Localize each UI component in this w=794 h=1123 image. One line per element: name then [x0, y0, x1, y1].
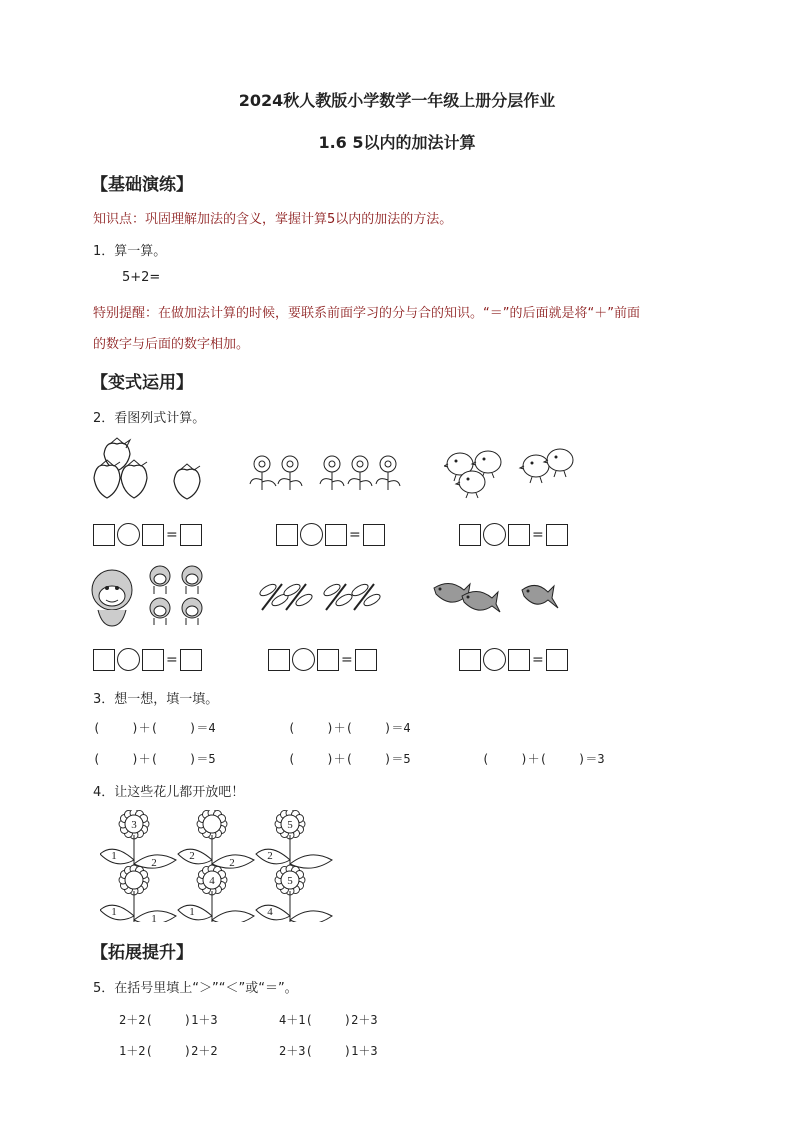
answer-box[interactable]	[317, 649, 339, 671]
equals-sign: =	[166, 651, 178, 668]
tip-line-1: 特别提醒：在做加法计算的时候，要联系前面学习的分与合的知识。“＝”的后面就是将“＋”前面	[93, 306, 640, 321]
operator-circle[interactable]	[117, 523, 140, 546]
answer-box[interactable]	[546, 524, 568, 546]
dragonfly-icon	[282, 582, 314, 610]
flower-right-leaf-number[interactable]: 2	[151, 857, 157, 869]
q5-compare[interactable]: 2＋3( )1＋3	[279, 1044, 378, 1058]
q3-blank-equation[interactable]: ( )＋( )＝4	[93, 721, 216, 735]
dragonfly-group	[258, 578, 386, 614]
answer-box[interactable]	[93, 524, 115, 546]
q3-blank-equation[interactable]: ( )＋( )＝4	[288, 721, 411, 735]
flower-left-leaf-number[interactable]: 1	[111, 906, 117, 918]
flower-left-leaf-number[interactable]: 4	[267, 906, 273, 918]
fish-icon	[462, 591, 500, 612]
tip-line-2: 的数字与后面的数字相加。	[93, 337, 250, 352]
equation-fish	[459, 648, 568, 671]
flower-center-number[interactable]: 3	[131, 819, 137, 831]
monkey-icon	[182, 566, 202, 594]
flower-right-leaf-number[interactable]: 1	[151, 913, 157, 922]
q1-label: 1．算一算。	[93, 244, 167, 259]
answer-box[interactable]	[180, 649, 202, 671]
equals-sign: =	[349, 526, 361, 543]
number-flower	[100, 810, 176, 869]
equation-strawberry	[93, 523, 202, 546]
monkey-icon	[150, 598, 170, 625]
equals-sign: =	[341, 651, 353, 668]
equation-dragonfly	[268, 648, 377, 671]
equals-sign: =	[532, 651, 544, 668]
flower-left-leaf-number[interactable]: 1	[189, 906, 195, 918]
monkey-icon	[150, 566, 170, 594]
equation-monkey	[93, 648, 202, 671]
flower-left-leaf-number[interactable]: 1	[111, 850, 117, 862]
q2-label: 2．看图列式计算。	[93, 411, 206, 426]
dragonfly-icon	[322, 582, 354, 610]
monkey-group	[88, 562, 210, 628]
dragonfly-icon	[350, 582, 382, 610]
equals-sign: =	[166, 526, 178, 543]
equation-chick	[459, 523, 568, 546]
flower-center-number[interactable]: 4	[209, 875, 215, 887]
flower-left-leaf-number[interactable]: 2	[189, 850, 195, 862]
answer-box[interactable]	[142, 524, 164, 546]
flower-left-leaf-number[interactable]: 2	[267, 850, 273, 862]
flower-center-number[interactable]: 5	[287, 819, 293, 831]
operator-circle[interactable]	[300, 523, 323, 546]
answer-box[interactable]	[93, 649, 115, 671]
equation-flower	[276, 523, 385, 546]
q4-label: 4．让这些花儿都开放吧！	[93, 785, 245, 800]
chick-icon	[520, 455, 549, 483]
q5-compare[interactable]: 1＋2( )2＋2	[119, 1044, 218, 1058]
flower-center-number[interactable]: 5	[287, 875, 293, 887]
operator-circle[interactable]	[117, 648, 140, 671]
section-variant: 【变式运用】	[91, 373, 193, 393]
q3-blank-equation[interactable]: ( )＋( )＝5	[288, 752, 411, 766]
answer-box[interactable]	[142, 649, 164, 671]
fish-group	[432, 578, 562, 614]
section-basic: 【基础演练】	[91, 175, 193, 195]
dragonfly-icon	[258, 582, 290, 610]
q3-blank-equation[interactable]: ( )＋( )＝5	[93, 752, 216, 766]
number-flower	[178, 810, 254, 869]
flower-icon	[278, 456, 302, 490]
flower-icon	[320, 456, 344, 490]
answer-box[interactable]	[459, 524, 481, 546]
chick-group	[444, 444, 576, 500]
flower-diagram	[100, 810, 340, 922]
monkey-icon	[92, 570, 132, 626]
answer-box[interactable]	[325, 524, 347, 546]
answer-box[interactable]	[363, 524, 385, 546]
q5-label: 5．在括号里填上“＞”“＜”或“＝”。	[93, 981, 298, 996]
strawberry-icon	[174, 464, 200, 499]
answer-box[interactable]	[276, 524, 298, 546]
knowledge-point: 知识点：巩固理解加法的含义，掌握计算5以内的加法的方法。	[93, 212, 453, 227]
flower-right-leaf-number[interactable]: 2	[229, 857, 235, 869]
operator-circle[interactable]	[483, 648, 506, 671]
number-flower	[100, 865, 176, 922]
strawberry-group	[92, 436, 207, 502]
number-flower	[256, 810, 332, 868]
flower-icon	[348, 456, 372, 490]
operator-circle[interactable]	[483, 523, 506, 546]
flower-group	[246, 454, 406, 494]
fish-icon	[522, 585, 558, 608]
number-flower	[178, 865, 254, 922]
equals-sign: =	[532, 526, 544, 543]
section-extend: 【拓展提升】	[91, 943, 193, 963]
q3-blank-equation[interactable]: ( )＋( )＝3	[482, 752, 605, 766]
number-flower	[256, 865, 332, 922]
chick-icon	[544, 449, 573, 477]
answer-box[interactable]	[180, 524, 202, 546]
q1-expression: 5+2=	[122, 270, 161, 285]
flower-icon	[376, 456, 400, 490]
answer-box[interactable]	[268, 649, 290, 671]
q5-compare[interactable]: 2＋2( )1＋3	[119, 1013, 218, 1027]
answer-box[interactable]	[355, 649, 377, 671]
monkey-icon	[182, 598, 202, 625]
answer-box[interactable]	[546, 649, 568, 671]
answer-box[interactable]	[508, 524, 530, 546]
page-title: 2024秋人教版小学数学一年级上册分层作业	[238, 91, 556, 110]
answer-box[interactable]	[459, 649, 481, 671]
answer-box[interactable]	[508, 649, 530, 671]
flower-icon	[250, 456, 276, 490]
q5-compare[interactable]: 4＋1( )2＋3	[279, 1013, 378, 1027]
operator-circle[interactable]	[292, 648, 315, 671]
q3-label: 3．想一想，填一填。	[93, 692, 219, 707]
page-subtitle: 1.6 5以内的加法计算	[318, 133, 476, 152]
